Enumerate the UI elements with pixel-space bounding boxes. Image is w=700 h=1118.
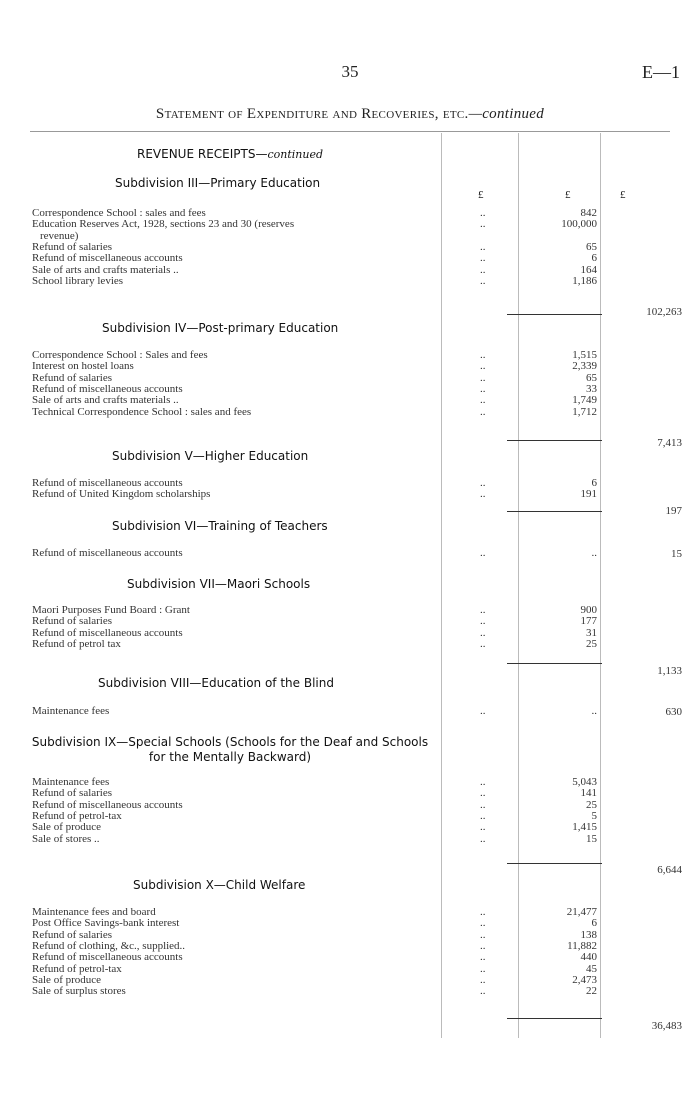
- table-row: [32, 219, 652, 230]
- row-amount: 1,712: [572, 405, 597, 418]
- row-leader: ..: [480, 821, 486, 834]
- row-label: School library levies: [32, 274, 124, 287]
- row-leader: ..: [480, 798, 486, 811]
- row-label: Sale of arts and crafts materials ..: [32, 263, 179, 276]
- row-amount: 1,749: [572, 394, 597, 407]
- section-heading: Subdivision IX—Special Schools (Schools for the Deaf and Schools for the Mentally Backward): [31, 735, 429, 764]
- row-amount: 21,477: [566, 906, 597, 918]
- row-leader: ..: [480, 207, 486, 219]
- table-row: [32, 964, 652, 975]
- row-label: Refund of miscellaneous accounts: [32, 477, 183, 489]
- row-label: Technical Correspondence School : sales and fees: [32, 405, 252, 418]
- row-label: Maintenance fees: [32, 776, 110, 788]
- row-leader: ..: [480, 252, 486, 265]
- row-leader: ..: [480, 985, 486, 998]
- subtotal-rule: [507, 863, 602, 864]
- table-row: [32, 548, 652, 559]
- row-amount: 33: [586, 382, 597, 395]
- row-label: Refund of salaries: [32, 615, 113, 628]
- row-amount: 440: [580, 951, 597, 964]
- row-amount: 6: [591, 252, 597, 265]
- row-leader: ..: [480, 274, 486, 287]
- row-leader: ..: [480, 394, 486, 407]
- table-row: [32, 822, 652, 833]
- row-leader: ..: [480, 371, 486, 384]
- row-leader: ..: [480, 809, 486, 822]
- row-label: Refund of petrol tax: [32, 637, 121, 650]
- table-row: [32, 395, 652, 406]
- row-leader: ..: [480, 962, 486, 975]
- section-heading: Subdivision IV—Post-primary Education: [102, 321, 339, 335]
- row-amount: 31: [586, 626, 597, 639]
- row-leader: ..: [480, 382, 486, 395]
- row-amount: 5: [591, 809, 597, 822]
- table-row: [32, 616, 652, 627]
- row-leader: ..: [480, 263, 486, 276]
- section-total: 15: [671, 548, 682, 560]
- table-row: [32, 788, 652, 799]
- section-heading: Subdivision X—Child Welfare: [133, 878, 306, 892]
- row-amount: 191: [580, 488, 597, 501]
- section-total: 102,263: [646, 306, 682, 318]
- subtotal-rule: [507, 1018, 602, 1019]
- row-label: Correspondence School : Sales and fees: [32, 349, 208, 361]
- page-title-continued-word: continued: [482, 106, 545, 122]
- row-label: Refund of salaries: [32, 928, 113, 941]
- row-amount: 65: [586, 240, 597, 253]
- row-label: Refund of miscellaneous accounts: [32, 252, 183, 265]
- row-amount: 6: [591, 917, 597, 930]
- row-leader: ..: [480, 405, 486, 418]
- revenue-receipts-heading: REVENUE RECEIPTS—continued: [136, 147, 323, 161]
- row-amount: 25: [586, 798, 597, 811]
- subtotal-rule: [507, 663, 602, 664]
- row-leader: ..: [480, 240, 486, 253]
- table-row: [32, 265, 652, 276]
- page-title-main: Statement of Expenditure and Recoveries, etc.: [155, 106, 469, 122]
- subtotal-rule: [507, 440, 602, 441]
- table-row: [32, 918, 652, 929]
- row-label: Interest on hostel loans: [32, 360, 134, 373]
- row-label: Education Reserves Act, 1928, sections 23 and 30 (reserves: [32, 218, 295, 231]
- row-leader: ..: [480, 477, 486, 489]
- row-label: Refund of salaries: [32, 787, 113, 800]
- subtotal-rule: [507, 314, 602, 315]
- table-row: [32, 986, 652, 997]
- header-rule: [30, 131, 670, 132]
- row-label: Refund of salaries: [32, 371, 113, 384]
- table-row: [32, 706, 652, 717]
- revenue-receipts-continued: continued: [267, 148, 323, 161]
- row-label: Sale of stores ..: [32, 832, 100, 845]
- row-label: Sale of surplus stores: [32, 985, 126, 998]
- row-label: Refund of miscellaneous accounts: [32, 798, 183, 811]
- page-title-continued: —continued: [468, 106, 545, 122]
- table-row: [32, 276, 652, 287]
- currency-col3: £: [620, 189, 626, 201]
- row-label: Sale of produce: [32, 821, 102, 834]
- table-row: [32, 800, 652, 811]
- row-amount: 2,339: [572, 360, 597, 373]
- row-label: Sale of arts and crafts materials ..: [32, 394, 179, 407]
- row-amount: 5,043: [572, 776, 597, 788]
- row-amount: 22: [586, 985, 597, 998]
- row-amount: 45: [586, 962, 597, 975]
- row-leader: ..: [480, 604, 486, 616]
- section-total: 630: [665, 706, 682, 718]
- row-label: Maintenance fees and board: [32, 906, 156, 918]
- row-amount: 1,186: [572, 274, 597, 287]
- row-leader: ..: [480, 615, 486, 628]
- row-amount: 65: [586, 371, 597, 384]
- row-amount: ..: [591, 705, 597, 717]
- row-leader: ..: [480, 547, 486, 559]
- section-heading: Subdivision VIII—Education of the Blind: [98, 676, 334, 690]
- table-row: [32, 628, 652, 639]
- subtotal-rule: [507, 511, 602, 512]
- row-label: Maori Purposes Fund Board : Grant: [32, 604, 190, 616]
- row-amount: 25: [586, 637, 597, 650]
- row-label: Refund of salaries: [32, 240, 113, 253]
- row-amount: 11,882: [567, 939, 597, 952]
- row-leader: ..: [480, 776, 486, 788]
- row-label: revenue): [40, 229, 79, 242]
- row-label: Refund of miscellaneous accounts: [32, 951, 183, 964]
- section-heading: Subdivision V—Higher Education: [112, 449, 309, 463]
- section-heading: Subdivision III—Primary Education: [115, 176, 321, 190]
- table-row: [32, 605, 652, 616]
- row-amount: 138: [580, 928, 597, 941]
- section-total: 7,413: [657, 437, 682, 449]
- row-leader: ..: [480, 218, 486, 231]
- currency-col1: £: [478, 189, 484, 201]
- table-row: [32, 952, 652, 963]
- row-label: Refund of miscellaneous accounts: [32, 626, 183, 639]
- row-label: Refund of petrol-tax: [32, 962, 122, 975]
- page-number: 35: [341, 62, 359, 81]
- row-label: Refund of United Kingdom scholarships: [32, 488, 211, 501]
- row-label: Refund of miscellaneous accounts: [32, 382, 183, 395]
- table-row: [32, 253, 652, 264]
- table-row: [32, 231, 652, 242]
- row-amount: 6: [591, 477, 597, 489]
- row-amount: ..: [591, 547, 597, 559]
- row-amount: 2,473: [572, 973, 597, 986]
- row-leader: ..: [480, 637, 486, 650]
- row-label: Sale of produce: [32, 973, 102, 986]
- row-leader: ..: [480, 928, 486, 941]
- row-amount: 141: [580, 787, 597, 800]
- row-amount: 1,515: [572, 349, 597, 361]
- table-row: [32, 361, 652, 372]
- row-leader: ..: [480, 705, 486, 717]
- row-leader: ..: [480, 360, 486, 373]
- row-amount: 1,415: [572, 821, 597, 834]
- row-leader: ..: [480, 906, 486, 918]
- row-leader: ..: [480, 939, 486, 952]
- row-leader: ..: [480, 832, 486, 845]
- row-amount: 15: [586, 832, 597, 845]
- row-leader: ..: [480, 973, 486, 986]
- row-leader: ..: [480, 349, 486, 361]
- row-amount: 177: [580, 615, 597, 628]
- row-label: Refund of miscellaneous accounts: [32, 547, 183, 559]
- row-leader: ..: [480, 488, 486, 501]
- currency-col2: £: [565, 189, 571, 201]
- row-amount: 842: [580, 207, 597, 219]
- section-heading: Subdivision VI—Training of Teachers: [112, 519, 328, 533]
- table-row: [32, 489, 652, 500]
- row-label: Maintenance fees: [32, 705, 110, 717]
- table-row: [32, 407, 652, 418]
- row-label: Post Office Savings-bank interest: [32, 917, 180, 930]
- document-code: E—1: [642, 62, 680, 82]
- page-title: [0, 106, 700, 123]
- section-total: 36,483: [651, 1020, 682, 1032]
- section-total: 6,644: [657, 864, 682, 876]
- table-row: [32, 639, 652, 650]
- row-amount: 900: [580, 604, 597, 616]
- table-row: [32, 834, 652, 845]
- row-leader: ..: [480, 787, 486, 800]
- row-leader: ..: [480, 917, 486, 930]
- revenue-receipts-title: REVENUE RECEIPTS: [136, 147, 256, 161]
- section-heading: Subdivision VII—Maori Schools: [127, 577, 311, 591]
- row-amount: 164: [580, 263, 597, 276]
- row-amount: 100,000: [561, 218, 597, 231]
- row-label: Refund of clothing, &c., supplied..: [32, 939, 186, 952]
- section-total: 1,133: [657, 665, 682, 677]
- row-leader: ..: [480, 626, 486, 639]
- table-row: [32, 777, 652, 788]
- row-label: Correspondence School : sales and fees: [32, 207, 206, 219]
- table-row: [32, 811, 652, 822]
- section-total: 197: [665, 505, 682, 517]
- row-label: Refund of petrol-tax: [32, 809, 122, 822]
- row-leader: ..: [480, 951, 486, 964]
